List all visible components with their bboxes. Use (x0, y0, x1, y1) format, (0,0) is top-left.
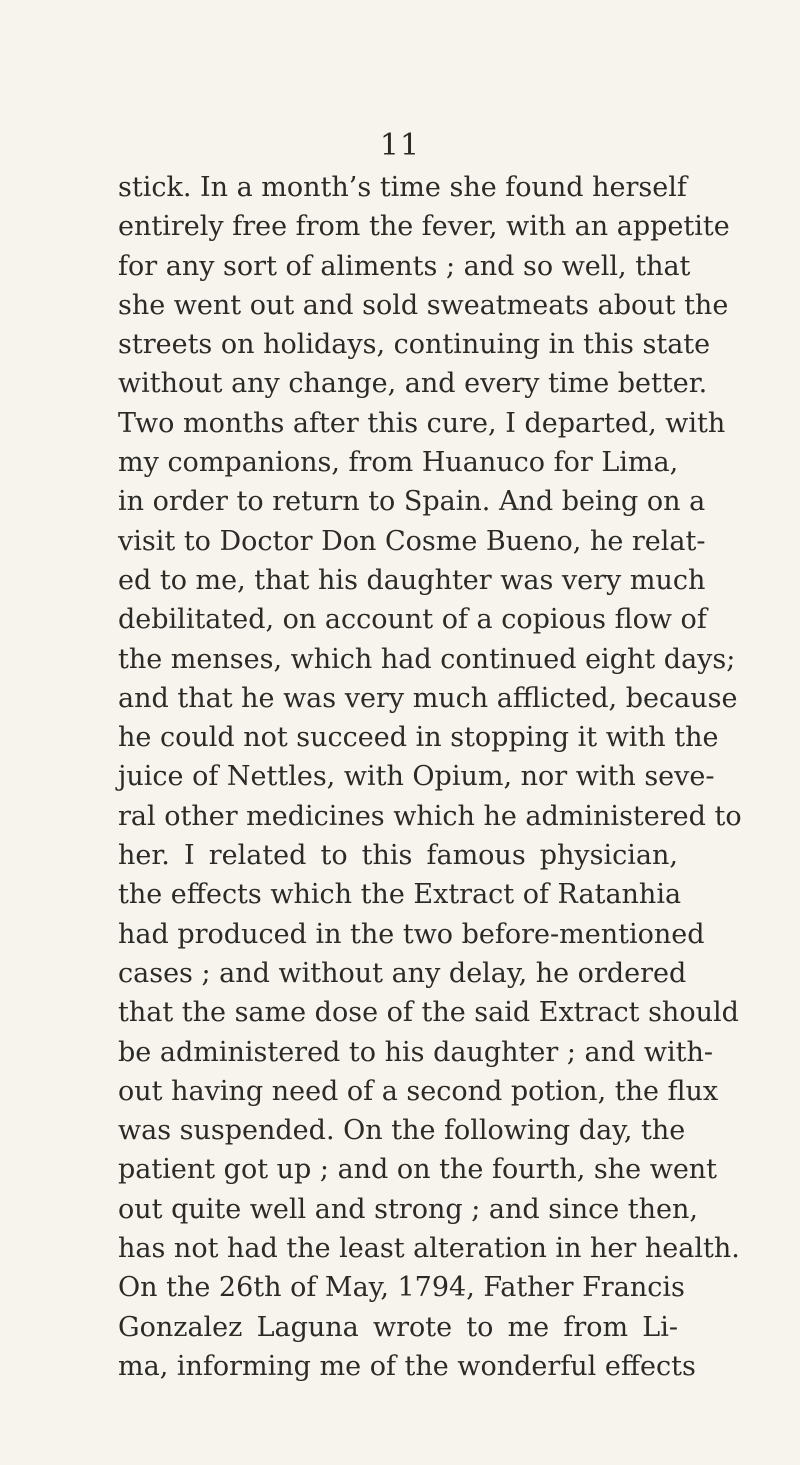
text-line: my companions, from Huanuco for Lima, (118, 447, 679, 479)
text-line: ed to me, that his daughter was very much (118, 564, 706, 596)
text-line: patient got up ; and on the fourth, she went (118, 1154, 718, 1186)
text-line: ma, informing me of the wonderful effects (118, 1350, 696, 1382)
text-line: juice of Nettles, with Opium, nor with seve- (118, 761, 715, 793)
text-line: that the same dose of the said Extract should (118, 997, 739, 1029)
text-line: had produced in the two before-mentioned (118, 918, 705, 950)
text-line: he could not succeed in stopping it with the (118, 722, 719, 754)
page-number: 11 (379, 128, 421, 163)
text-line: has not had the least alteration in her health. (118, 1233, 740, 1265)
text-line: the menses, which had continued eight days; (118, 643, 736, 675)
text-line: and that he was very much afflicted, because (118, 682, 738, 714)
text-line: be administered to his daughter ; and with- (118, 1036, 713, 1068)
text-line: Two months after this cure, I departed, with (118, 407, 726, 439)
text-line: visit to Doctor Don Cosme Bueno, he relat- (118, 525, 706, 557)
text-line: ral other medicines which he administered to (118, 800, 742, 832)
text-line: the effects which the Extract of Ratanhia (118, 879, 682, 911)
text-line: streets on holidays, continuing in this state (118, 329, 711, 361)
text-line: in order to return to Spain. And being on a (118, 486, 706, 518)
text-line: out having need of a second potion, the flux (118, 1075, 719, 1107)
text-line: out quite well and strong ; and since then, (118, 1193, 698, 1225)
text-line: for any sort of aliments ; and so well, that (118, 250, 691, 282)
text-line: On the 26th of May, 1794, Father Francis (118, 1272, 685, 1304)
text-line: her. I related to this famous physician, (118, 840, 678, 872)
text-line: Gonzalez Laguna wrote to me from Li- (118, 1311, 678, 1343)
text-line: cases ; and without any delay, he ordered (118, 957, 687, 989)
text-line: stick. In a month’s time she found herself (118, 172, 687, 203)
text-line: without any change, and every time better. (118, 368, 708, 400)
body-text (118, 168, 742, 1386)
text-line: entirely free from the fever, with an appetite (118, 211, 730, 243)
text-line: she went out and sold sweatmeats about the (118, 289, 729, 321)
text-line: was suspended. On the following day, the (118, 1115, 686, 1147)
text-line: debilitated, on account of a copious flow of (118, 604, 707, 636)
